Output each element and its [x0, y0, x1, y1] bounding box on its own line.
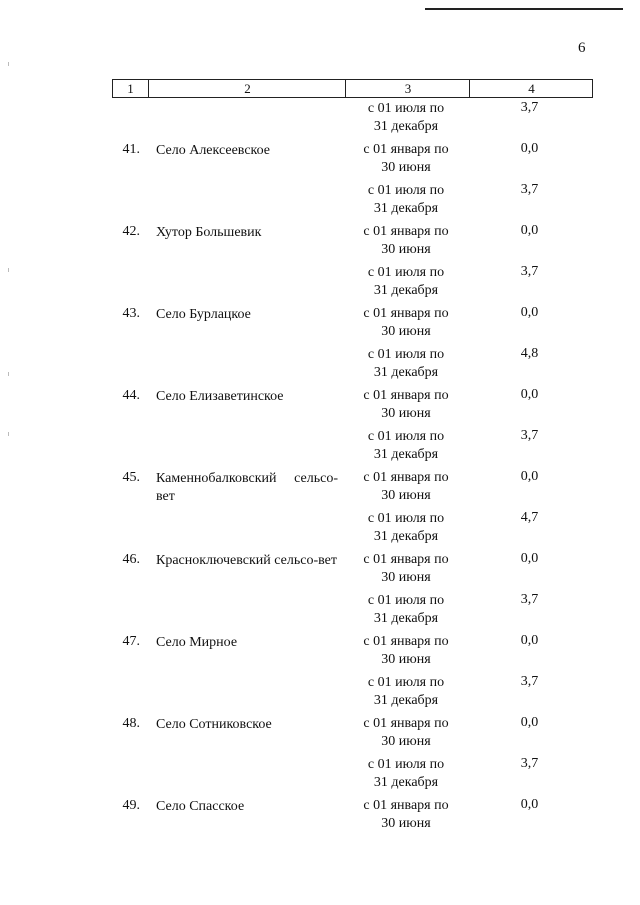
value-cell-first-half: 0,0 [520, 551, 539, 566]
table-row [112, 387, 593, 469]
period-line: с 01 января по [363, 716, 449, 731]
margin-mark [8, 268, 9, 272]
period-line: с 01 июля по [367, 347, 445, 362]
period-line: 30 июня [381, 324, 431, 339]
period-line: 30 июня [381, 160, 431, 175]
row-number: 47. [122, 634, 140, 649]
period-cell-second-half [344, 182, 468, 218]
period-cell-first-half [344, 797, 468, 833]
settlement-name: Село Сотниковское [156, 717, 272, 732]
period-line: 30 июня [381, 406, 431, 421]
period-line: с 01 января по [363, 224, 449, 239]
period-line: 30 июня [381, 488, 431, 503]
period-line: с 01 января по [363, 306, 449, 321]
settlement-name: Село Елизаветинское [156, 389, 284, 404]
margin-mark [8, 372, 9, 376]
period-line: 31 декабря [373, 775, 439, 790]
value-cell-second-half: 3,7 [520, 756, 539, 771]
settlement-name: Хутор Большевик [156, 225, 262, 240]
value-cell-second-half: 3,7 [520, 674, 539, 689]
period-line: с 01 июля по [367, 511, 445, 526]
period-line: 30 июня [381, 816, 431, 831]
period-line: с 01 января по [363, 552, 449, 567]
period-line: 31 декабря [373, 283, 439, 298]
value-cell-first-half: 0,0 [520, 223, 539, 238]
settlement-name: Каменнобалковский сельсо-вет [156, 471, 338, 504]
page-number: 6 [578, 40, 586, 56]
period-line: с 01 января по [363, 634, 449, 649]
row-number: 43. [122, 306, 140, 321]
period-line: с 01 января по [363, 470, 449, 485]
period-line: с 01 июля по [367, 265, 445, 280]
value-cell-first-half: 0,0 [520, 715, 539, 730]
row-number: 42. [122, 224, 140, 239]
period-line: 31 декабря [373, 447, 439, 462]
value-cell-second-half: 3,7 [520, 264, 539, 279]
table-row [112, 469, 593, 551]
period-line: 30 июня [381, 652, 431, 667]
margin-mark [8, 432, 9, 436]
value-cell: 3,7 [520, 100, 539, 115]
settlement-name: Село Алексеевское [156, 143, 271, 158]
period-line: с 01 июля по [367, 429, 445, 444]
period-line: 31 декабря [373, 365, 439, 380]
row-number: 45. [122, 470, 140, 485]
value-cell-first-half: 0,0 [520, 141, 539, 156]
continuation-row [112, 100, 593, 136]
period-line: с 01 июля по [367, 675, 445, 690]
table-row [112, 141, 593, 223]
period-line: 30 июня [381, 734, 431, 749]
period-cell-first-half [344, 715, 468, 751]
period-cell-second-half [344, 756, 468, 792]
column-header-3: 3 [345, 80, 470, 97]
period-line: с 01 июля по [367, 101, 445, 116]
value-cell-second-half: 3,7 [520, 428, 539, 443]
period-line: 31 декабря [373, 201, 439, 216]
settlement-name: Красноключевский сельсо-вет [156, 553, 337, 568]
value-cell-first-half: 0,0 [520, 797, 539, 812]
period-line: с 01 июля по [367, 183, 445, 198]
period-cell-first-half [344, 469, 468, 505]
settlement-name: Село Мирное [156, 635, 238, 650]
table-row [112, 633, 593, 715]
top-rule [425, 8, 623, 10]
period-cell-second-half [344, 428, 468, 464]
table-header-row [112, 79, 593, 98]
period-cell-first-half [344, 141, 468, 177]
value-cell-first-half: 0,0 [520, 305, 539, 320]
period-cell-first-half [344, 387, 468, 423]
period-cell-second-half [344, 510, 468, 546]
period-line: 31 декабря [373, 119, 439, 134]
value-cell-second-half: 3,7 [520, 182, 539, 197]
table-row [112, 305, 593, 387]
period-cell-second-half [344, 346, 468, 382]
period-line: 30 июня [381, 242, 431, 257]
row-number: 44. [122, 388, 140, 403]
value-cell-second-half: 4,7 [520, 510, 539, 525]
settlement-name: Село Бурлацкое [156, 307, 251, 322]
period-line: с 01 июля по [367, 593, 445, 608]
period-line: с 01 января по [363, 798, 449, 813]
column-header-2: 2 [148, 80, 346, 97]
table-row [112, 551, 593, 633]
period-cell-first-half [344, 223, 468, 259]
value-cell-second-half: 3,7 [520, 592, 539, 607]
period-cell-second-half [344, 674, 468, 710]
period-cell-second-half [344, 592, 468, 628]
period-line: с 01 января по [363, 142, 449, 157]
period-cell-first-half [344, 633, 468, 669]
period-line: 31 декабря [373, 529, 439, 544]
period-cell-second-half [344, 264, 468, 300]
settlement-name: Село Спасское [156, 799, 245, 814]
row-number: 46. [122, 552, 140, 567]
column-header-1: 1 [127, 81, 134, 96]
period-line: с 01 января по [363, 388, 449, 403]
period-cell-first-half [344, 551, 468, 587]
period-line: 31 декабря [373, 611, 439, 626]
row-number: 41. [122, 142, 140, 157]
value-cell-first-half: 0,0 [520, 387, 539, 402]
value-cell-first-half: 0,0 [520, 633, 539, 648]
value-cell-first-half: 0,0 [520, 469, 539, 484]
period-line: 30 июня [381, 570, 431, 585]
value-cell-second-half: 4,8 [520, 346, 539, 361]
margin-mark [8, 62, 9, 66]
row-number: 48. [122, 716, 140, 731]
period-line: с 01 июля по [367, 757, 445, 772]
table-row [112, 797, 593, 879]
row-number: 49. [122, 798, 140, 813]
period-cell [344, 100, 468, 136]
table-row [112, 223, 593, 305]
period-line: 31 декабря [373, 693, 439, 708]
period-cell-first-half [344, 305, 468, 341]
table-row [112, 715, 593, 797]
column-header-4: 4 [469, 80, 593, 97]
